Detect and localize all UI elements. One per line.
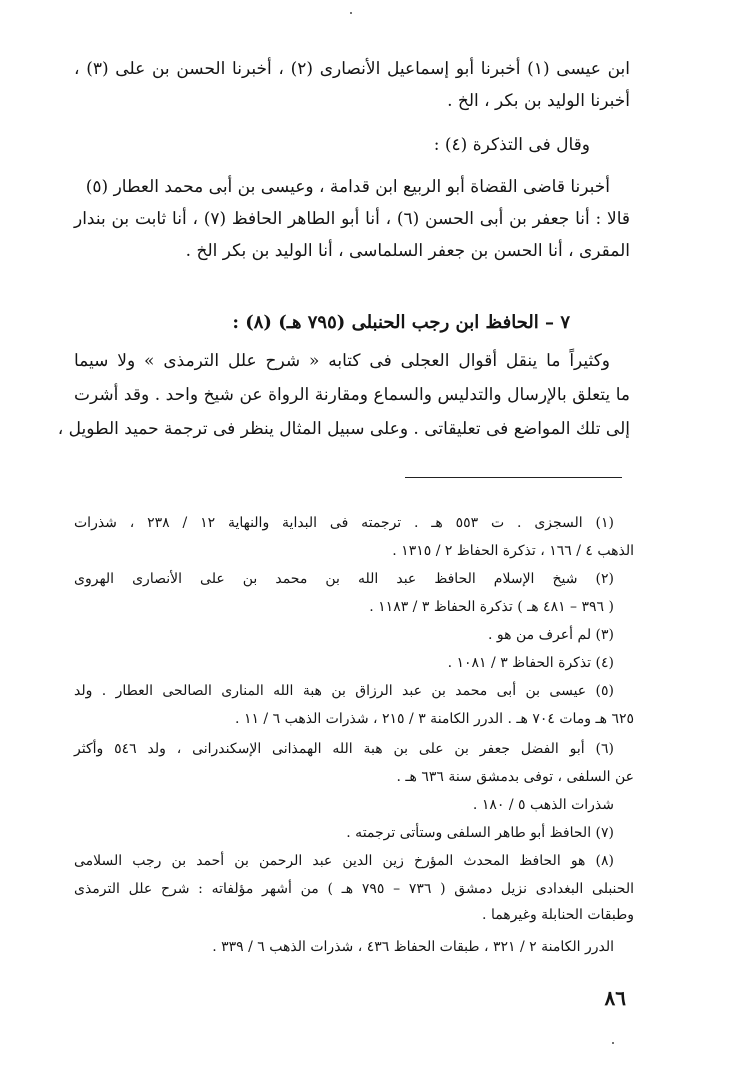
scan-speck (350, 12, 352, 14)
footnote-line: (٧) الحافظ أبو طاهر السلفى وستأتى ترجمته . (346, 825, 614, 841)
footnote-line: (٥) عيسى بن أبى محمد بن عبد الرزاق بن هبة الله المنارى الصالحى العطار . ولد (74, 683, 614, 699)
footnote-line: (٣) لم أعرف من هو . (488, 627, 614, 643)
footnote-line: شذرات الذهب ٥ / ١٨٠ . (472, 797, 614, 813)
text-line: ابن عيسى (١) أخبرنا أبو إسماعيل الأنصارى (٢) ، أخبرنا الحسن بن على (٣) ، (74, 59, 630, 79)
footnote-line: ( ٣٩٦ – ٤٨١ هـ ) تذكرة الحفاظ ٣ / ١١٨٣ . (369, 599, 614, 615)
footnote-line: (٢) شيخ الإسلام الحافظ عبد الله بن محمد بن على الأنصارى الهروى (74, 571, 614, 587)
footnote-line: الدرر الكامنة ٢ / ٣٢١ ، طبقات الحفاظ ٤٣٦ ، شذرات الذهب ٦ / ٣٣٩ . (212, 939, 614, 955)
footnote-line: (٨) هو الحافظ المحدث المؤرخ زين الدين عبد الرحمن بن أحمد بن رجب السلامى (74, 853, 614, 869)
footnote-line: (٤) تذكرة الحفاظ ٣ / ١٠٨١ . (447, 655, 614, 671)
text-line: وكثيراً ما ينقل أقوال العجلى فى كتابه « شرح علل الترمذى » ولا سيما (74, 351, 610, 371)
footnote-line: ٦٢٥ هـ ومات ٧٠٤ هـ . الدرر الكامنة ٣ / ٢١٥ ، شذرات الذهب ٦ / ١١ . (235, 711, 634, 727)
text-line: أخبرنا قاضى القضاة أبو الربيع ابن قدامة ، وعيسى بن أبى محمد العطار (٥) (85, 177, 610, 197)
text-line: المقرى ، أنا الحسن بن جعفر السلماسى ، أنا الوليد بن بكر الخ . (185, 241, 630, 261)
footnote-line: (٦) أبو الفضل جعفر بن على بن هبة الله الهمذانى الإسكندرانى ، ولد ٥٤٦ وأكثر (74, 741, 614, 757)
footnote-separator (405, 477, 622, 478)
text-line: ما يتعلق بالإرسال والتدليس والسماع ومقارنة الرواة عن شيخ واحد . وقد أشرت (74, 385, 630, 405)
text-line: قالا : أنا جعفر بن أبى الحسن (٦) ، أنا أبو الطاهر الحافظ (٧) ، أنا ثابت بن بندار (74, 209, 630, 229)
footnote-line: الذهب ٤ / ١٦٦ ، تذكرة الحفاظ ٢ / ١٣١٥ . (392, 543, 634, 559)
footnote-line: عن السلفى ، توفى بدمشق سنة ٦٣٦ هـ . (396, 769, 634, 785)
scan-speck (612, 1042, 614, 1044)
text-line: إلى تلك المواضع فى تعليقاتى . وعلى سبيل المثال ينظر فى ترجمة حميد الطويل ، (57, 419, 630, 439)
page-number: ٨٦ (604, 986, 626, 1010)
text-line: وقال فى التذكرة (٤) : (433, 135, 590, 155)
footnote-line: وطبقات الحنابلة وغيرهما . (482, 907, 634, 923)
footnote-line: الحنبلى البغدادى نزيل دمشق ( ٧٣٦ – ٧٩٥ هـ ) من أشهر مؤلفاته : شرح علل الترمذى (74, 881, 634, 897)
section-heading: ٧ – الحافظ ابن رجب الحنبلى (٧٩٥ هـ) (٨) : (232, 312, 570, 333)
text-line: أخبرنا الوليد بن بكر ، الخ . (447, 91, 630, 111)
footnote-line: (١) السجزى . ت ٥٥٣ هـ . ترجمته فى البداية والنهاية ١٢ / ٢٣٨ ، شذرات (74, 515, 614, 531)
